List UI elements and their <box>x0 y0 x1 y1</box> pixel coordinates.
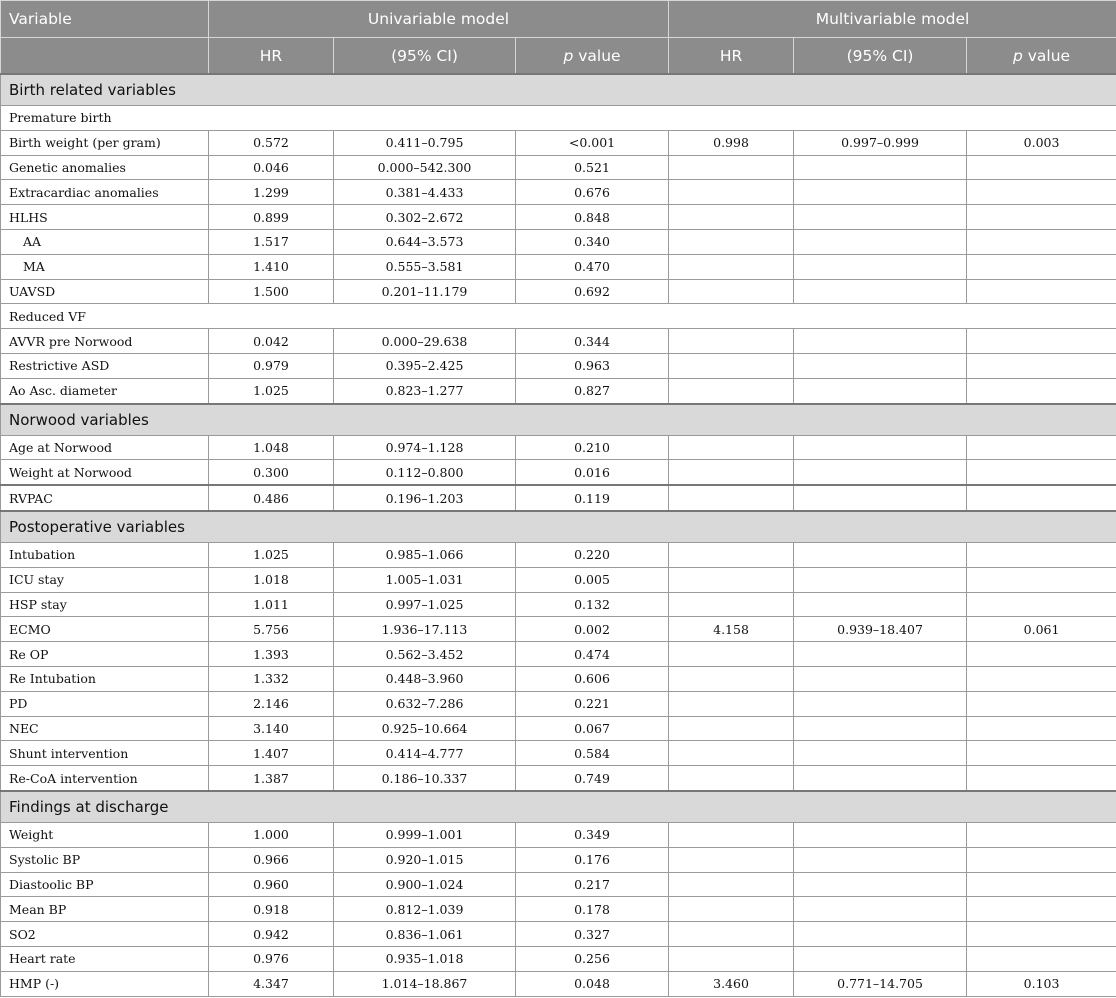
univariable-ci-cell: 0.900–1.024 <box>334 872 516 897</box>
multivariable-p-value-cell <box>967 872 1116 897</box>
univariable-ci-cell: 0.201–11.179 <box>334 279 516 304</box>
section-title: Postoperative variables <box>1 511 1116 543</box>
univariable-p-value-cell: 0.606 <box>516 666 669 691</box>
multivariable-hr-cell <box>669 329 794 354</box>
table-row <box>1 822 1116 847</box>
value-word: value <box>573 46 621 65</box>
multivariable-ci-cell <box>794 691 967 716</box>
univariable-p-value-cell: 0.016 <box>516 460 669 485</box>
univariable-p-value-cell: 0.676 <box>516 180 669 205</box>
variable-name: Weight <box>1 822 209 847</box>
multivariable-ci-cell <box>794 766 967 791</box>
multivariable-hr-cell <box>669 155 794 180</box>
table-row <box>1 254 1116 279</box>
univariable-ci-cell: 1.936–17.113 <box>334 617 516 642</box>
variable-name: MA <box>1 254 209 279</box>
variable-name: RVPAC <box>1 485 209 511</box>
multivariable-p-value-cell <box>967 378 1116 403</box>
univariable-ci-cell: 0.381–4.433 <box>334 180 516 205</box>
multivariable-p-value-cell <box>967 567 1116 592</box>
table-row <box>1 617 1116 642</box>
variable-name: Genetic anomalies <box>1 155 209 180</box>
variable-name: Birth weight (per gram) <box>1 130 209 155</box>
table-row <box>1 329 1116 354</box>
multivariable-ci-cell <box>794 254 967 279</box>
variable-name: PD <box>1 691 209 716</box>
subgroup-label-row <box>1 304 1116 329</box>
univariable-ci-cell: 1.005–1.031 <box>334 567 516 592</box>
subgroup-label: Reduced VF <box>1 304 1116 329</box>
variable-name: HMP (-) <box>1 971 209 996</box>
univariable-hr-cell: 1.407 <box>209 741 334 766</box>
univariable-p-value-cell: 0.005 <box>516 567 669 592</box>
multivariable-hr-cell <box>669 180 794 205</box>
header-univariable-model: Univariable model <box>209 1 669 38</box>
table-row <box>1 485 1116 511</box>
univariable-hr-cell: 1.500 <box>209 279 334 304</box>
multivariable-p-value-cell <box>967 766 1116 791</box>
univariable-p-value-cell: 0.474 <box>516 642 669 667</box>
univariable-p-value-cell: 0.344 <box>516 329 669 354</box>
multivariable-hr-cell <box>669 872 794 897</box>
multivariable-p-value-cell <box>967 716 1116 741</box>
univariable-hr-cell: 0.046 <box>209 155 334 180</box>
univariable-hr-cell: 4.347 <box>209 971 334 996</box>
multivariable-p-value-cell <box>967 592 1116 617</box>
section-header-row <box>1 74 1116 106</box>
univariable-p-value-cell: 0.220 <box>516 542 669 567</box>
variable-name: Age at Norwood <box>1 435 209 460</box>
multivariable-p-value-cell <box>967 691 1116 716</box>
univariable-ci-cell: 0.999–1.001 <box>334 822 516 847</box>
variable-name: Shunt intervention <box>1 741 209 766</box>
multivariable-ci-cell <box>794 592 967 617</box>
univariable-ci-cell: 0.925–10.664 <box>334 716 516 741</box>
multivariable-hr-cell <box>669 716 794 741</box>
multivariable-ci-cell <box>794 460 967 485</box>
multivariable-hr-cell: 0.998 <box>669 130 794 155</box>
multivariable-p-value-cell <box>967 329 1116 354</box>
multivariable-p-value-cell <box>967 485 1116 511</box>
multivariable-hr-cell <box>669 592 794 617</box>
multivariable-ci-cell <box>794 922 967 947</box>
multivariable-hr-cell <box>669 279 794 304</box>
multivariable-ci-cell: 0.939–18.407 <box>794 617 967 642</box>
univariable-ci-cell: 0.395–2.425 <box>334 353 516 378</box>
header-univariable-p-value <box>516 38 669 75</box>
univariable-hr-cell: 0.976 <box>209 946 334 971</box>
multivariable-p-value-cell <box>967 822 1116 847</box>
univariable-p-value-cell: 0.827 <box>516 378 669 403</box>
table-row <box>1 279 1116 304</box>
variable-name: Re-CoA intervention <box>1 766 209 791</box>
univariable-ci-cell: 0.985–1.066 <box>334 542 516 567</box>
univariable-p-value-cell: 0.340 <box>516 229 669 254</box>
multivariable-hr-cell <box>669 946 794 971</box>
univariable-hr-cell: 0.899 <box>209 205 334 230</box>
table-row <box>1 847 1116 872</box>
multivariable-hr-cell <box>669 435 794 460</box>
multivariable-hr-cell <box>669 229 794 254</box>
multivariable-ci-cell <box>794 716 967 741</box>
univariable-ci-cell: 0.812–1.039 <box>334 897 516 922</box>
subgroup-label: Premature birth <box>1 106 1116 131</box>
univariable-p-value-cell: 0.221 <box>516 691 669 716</box>
table-row <box>1 691 1116 716</box>
multivariable-ci-cell <box>794 435 967 460</box>
multivariable-hr-cell <box>669 691 794 716</box>
table-row <box>1 666 1116 691</box>
multivariable-hr-cell <box>669 666 794 691</box>
value-word: value <box>1022 46 1071 65</box>
univariable-hr-cell: 0.572 <box>209 130 334 155</box>
univariable-ci-cell: 0.836–1.061 <box>334 922 516 947</box>
univariable-ci-cell: 0.997–1.025 <box>334 592 516 617</box>
univariable-p-value-cell: 0.119 <box>516 485 669 511</box>
table-row <box>1 897 1116 922</box>
p-symbol: p <box>563 46 574 65</box>
table-row <box>1 435 1116 460</box>
multivariable-p-value-cell: 0.003 <box>967 130 1116 155</box>
table-row <box>1 741 1116 766</box>
univariable-hr-cell: 1.011 <box>209 592 334 617</box>
univariable-ci-cell: 0.000–29.638 <box>334 329 516 354</box>
table-row <box>1 378 1116 403</box>
variable-name: AA <box>1 229 209 254</box>
header-multivariable-p-value <box>967 38 1116 75</box>
multivariable-ci-cell <box>794 205 967 230</box>
multivariable-ci-cell <box>794 847 967 872</box>
header-multivariable-model: Multivariable model <box>669 1 1116 38</box>
univariable-ci-cell: 0.974–1.128 <box>334 435 516 460</box>
multivariable-hr-cell: 4.158 <box>669 617 794 642</box>
univariable-hr-cell: 3.140 <box>209 716 334 741</box>
univariable-p-value-cell: 0.002 <box>516 617 669 642</box>
variable-name: UAVSD <box>1 279 209 304</box>
header-variable: Variable <box>1 1 209 38</box>
table-row <box>1 946 1116 971</box>
table-row <box>1 205 1116 230</box>
variable-name: Diastoolic BP <box>1 872 209 897</box>
univariable-p-value-cell: 0.327 <box>516 922 669 947</box>
table-row <box>1 592 1116 617</box>
univariable-hr-cell: 1.517 <box>209 229 334 254</box>
multivariable-p-value-cell <box>967 229 1116 254</box>
header-multivariable-ci: (95% CI) <box>794 38 967 75</box>
multivariable-hr-cell <box>669 897 794 922</box>
variable-name: Systolic BP <box>1 847 209 872</box>
multivariable-hr-cell <box>669 485 794 511</box>
table-row <box>1 971 1116 996</box>
multivariable-ci-cell <box>794 155 967 180</box>
multivariable-hr-cell <box>669 642 794 667</box>
multivariable-ci-cell <box>794 741 967 766</box>
univariable-p-value-cell: 0.963 <box>516 353 669 378</box>
variable-name: HLHS <box>1 205 209 230</box>
univariable-hr-cell: 1.000 <box>209 822 334 847</box>
multivariable-ci-cell <box>794 872 967 897</box>
univariable-hr-cell: 1.410 <box>209 254 334 279</box>
multivariable-p-value-cell <box>967 435 1116 460</box>
univariable-hr-cell: 1.025 <box>209 542 334 567</box>
univariable-ci-cell: 0.935–1.018 <box>334 946 516 971</box>
multivariable-ci-cell <box>794 946 967 971</box>
multivariable-ci-cell <box>794 329 967 354</box>
table-row <box>1 542 1116 567</box>
header-row-groups <box>1 1 1116 38</box>
section-title: Findings at discharge <box>1 791 1116 823</box>
table-row <box>1 353 1116 378</box>
multivariable-ci-cell <box>794 822 967 847</box>
table-row <box>1 922 1116 947</box>
variable-name: ICU stay <box>1 567 209 592</box>
univariable-hr-cell: 1.048 <box>209 435 334 460</box>
section-header-row <box>1 511 1116 543</box>
multivariable-p-value-cell <box>967 205 1116 230</box>
variable-name: Heart rate <box>1 946 209 971</box>
header-univariable-hr: HR <box>209 38 334 75</box>
multivariable-hr-cell <box>669 542 794 567</box>
header-multivariable-hr: HR <box>669 38 794 75</box>
univariable-ci-cell: 0.302–2.672 <box>334 205 516 230</box>
univariable-ci-cell: 0.186–10.337 <box>334 766 516 791</box>
multivariable-ci-cell <box>794 642 967 667</box>
univariable-p-value-cell: 0.217 <box>516 872 669 897</box>
variable-name: ECMO <box>1 617 209 642</box>
univariable-hr-cell: 1.025 <box>209 378 334 403</box>
section-title: Birth related variables <box>1 74 1116 106</box>
univariable-p-value-cell: 0.256 <box>516 946 669 971</box>
univariable-hr-cell: 0.960 <box>209 872 334 897</box>
univariable-ci-cell: 0.555–3.581 <box>334 254 516 279</box>
multivariable-p-value-cell <box>967 666 1116 691</box>
univariable-p-value-cell: 0.067 <box>516 716 669 741</box>
table-header <box>1 1 1116 75</box>
univariable-hr-cell: 0.918 <box>209 897 334 922</box>
variable-name: Weight at Norwood <box>1 460 209 485</box>
multivariable-hr-cell <box>669 460 794 485</box>
variable-name: AVVR pre Norwood <box>1 329 209 354</box>
multivariable-ci-cell <box>794 180 967 205</box>
table-row <box>1 642 1116 667</box>
p-symbol: p <box>1012 46 1023 65</box>
multivariable-ci-cell: 0.997–0.999 <box>794 130 967 155</box>
multivariable-hr-cell <box>669 922 794 947</box>
multivariable-hr-cell <box>669 847 794 872</box>
multivariable-hr-cell <box>669 766 794 791</box>
univariable-hr-cell: 0.966 <box>209 847 334 872</box>
header-row-columns <box>1 38 1116 75</box>
multivariable-p-value-cell: 0.103 <box>967 971 1116 996</box>
multivariable-ci-cell <box>794 229 967 254</box>
multivariable-p-value-cell <box>967 922 1116 947</box>
univariable-p-value-cell: 0.521 <box>516 155 669 180</box>
univariable-ci-cell: 0.411–0.795 <box>334 130 516 155</box>
multivariable-p-value-cell <box>967 847 1116 872</box>
multivariable-ci-cell <box>794 542 967 567</box>
table-row <box>1 229 1116 254</box>
univariable-p-value-cell: 0.848 <box>516 205 669 230</box>
univariable-hr-cell: 0.042 <box>209 329 334 354</box>
univariable-hr-cell: 1.393 <box>209 642 334 667</box>
univariable-ci-cell: 0.632–7.286 <box>334 691 516 716</box>
multivariable-ci-cell <box>794 279 967 304</box>
univariable-p-value-cell: 0.749 <box>516 766 669 791</box>
univariable-p-value-cell: <0.001 <box>516 130 669 155</box>
section-title: Norwood variables <box>1 404 1116 436</box>
multivariable-p-value-cell <box>967 254 1116 279</box>
univariable-ci-cell: 0.414–4.777 <box>334 741 516 766</box>
variable-name: Intubation <box>1 542 209 567</box>
multivariable-ci-cell <box>794 897 967 922</box>
subgroup-label-row <box>1 106 1116 131</box>
univariable-ci-cell: 0.562–3.452 <box>334 642 516 667</box>
variable-name: Re Intubation <box>1 666 209 691</box>
univariable-p-value-cell: 0.176 <box>516 847 669 872</box>
variable-name: Restrictive ASD <box>1 353 209 378</box>
univariable-ci-cell: 0.920–1.015 <box>334 847 516 872</box>
multivariable-hr-cell <box>669 205 794 230</box>
multivariable-p-value-cell <box>967 180 1116 205</box>
univariable-hr-cell: 1.387 <box>209 766 334 791</box>
section-header-row <box>1 404 1116 436</box>
multivariable-p-value-cell: 0.061 <box>967 617 1116 642</box>
variable-name: Mean BP <box>1 897 209 922</box>
table-row <box>1 716 1116 741</box>
univariable-hr-cell: 0.486 <box>209 485 334 511</box>
variable-name: NEC <box>1 716 209 741</box>
multivariable-hr-cell <box>669 822 794 847</box>
univariable-hr-cell: 0.300 <box>209 460 334 485</box>
multivariable-p-value-cell <box>967 542 1116 567</box>
variable-name: SO2 <box>1 922 209 947</box>
multivariable-ci-cell: 0.771–14.705 <box>794 971 967 996</box>
univariable-hr-cell: 5.756 <box>209 617 334 642</box>
multivariable-ci-cell <box>794 666 967 691</box>
multivariable-p-value-cell <box>967 897 1116 922</box>
multivariable-p-value-cell <box>967 946 1116 971</box>
multivariable-p-value-cell <box>967 741 1116 766</box>
multivariable-ci-cell <box>794 567 967 592</box>
univariable-hr-cell: 1.332 <box>209 666 334 691</box>
table-row <box>1 460 1116 485</box>
univariable-p-value-cell: 0.349 <box>516 822 669 847</box>
variable-name: HSP stay <box>1 592 209 617</box>
univariable-p-value-cell: 0.470 <box>516 254 669 279</box>
multivariable-ci-cell <box>794 378 967 403</box>
section-header-row <box>1 791 1116 823</box>
multivariable-hr-cell <box>669 254 794 279</box>
multivariable-hr-cell <box>669 567 794 592</box>
table-row <box>1 567 1116 592</box>
univariable-ci-cell: 0.448–3.960 <box>334 666 516 691</box>
multivariable-p-value-cell <box>967 353 1116 378</box>
table-row <box>1 180 1116 205</box>
multivariable-p-value-cell <box>967 642 1116 667</box>
header-univariable-ci: (95% CI) <box>334 38 516 75</box>
univariable-p-value-cell: 0.178 <box>516 897 669 922</box>
table-row <box>1 872 1116 897</box>
univariable-p-value-cell: 0.048 <box>516 971 669 996</box>
header-blank <box>1 38 209 75</box>
univariable-ci-cell: 0.823–1.277 <box>334 378 516 403</box>
univariable-ci-cell: 1.014–18.867 <box>334 971 516 996</box>
univariable-ci-cell: 0.000–542.300 <box>334 155 516 180</box>
multivariable-ci-cell <box>794 485 967 511</box>
table-row <box>1 130 1116 155</box>
table-row <box>1 155 1116 180</box>
variable-name: Ao Asc. diameter <box>1 378 209 403</box>
variable-name: Re OP <box>1 642 209 667</box>
univariable-p-value-cell: 0.210 <box>516 435 669 460</box>
univariable-hr-cell: 0.942 <box>209 922 334 947</box>
univariable-hr-cell: 1.018 <box>209 567 334 592</box>
multivariable-hr-cell: 3.460 <box>669 971 794 996</box>
univariable-ci-cell: 0.112–0.800 <box>334 460 516 485</box>
table-row <box>1 766 1116 791</box>
multivariable-hr-cell <box>669 353 794 378</box>
univariable-p-value-cell: 0.132 <box>516 592 669 617</box>
univariable-p-value-cell: 0.584 <box>516 741 669 766</box>
univariable-hr-cell: 0.979 <box>209 353 334 378</box>
table-body <box>1 74 1116 996</box>
univariable-hr-cell: 2.146 <box>209 691 334 716</box>
univariable-hr-cell: 1.299 <box>209 180 334 205</box>
multivariable-p-value-cell <box>967 460 1116 485</box>
multivariable-hr-cell <box>669 378 794 403</box>
variable-name: Extracardiac anomalies <box>1 180 209 205</box>
univariable-p-value-cell: 0.692 <box>516 279 669 304</box>
univariable-ci-cell: 0.196–1.203 <box>334 485 516 511</box>
univariable-ci-cell: 0.644–3.573 <box>334 229 516 254</box>
multivariable-ci-cell <box>794 353 967 378</box>
multivariable-p-value-cell <box>967 155 1116 180</box>
multivariable-p-value-cell <box>967 279 1116 304</box>
multivariable-hr-cell <box>669 741 794 766</box>
